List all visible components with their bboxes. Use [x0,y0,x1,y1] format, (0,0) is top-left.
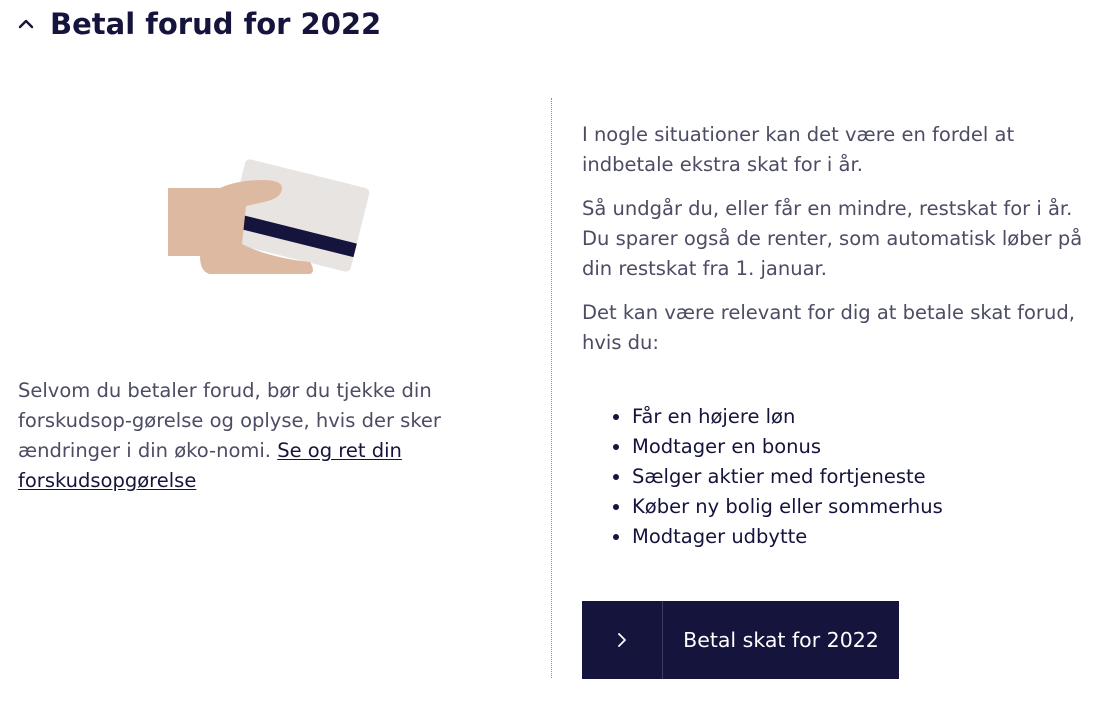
intro-paragraph: I nogle situationer kan det være en fordel at indbetale ekstra skat for i år. [582,123,1015,176]
reasons-list [582,402,943,552]
edit-forecast-link[interactable]: Se og ret din forskudsopgørelse [18,439,402,492]
list-item: • Får en højere løn [632,402,943,432]
right-column [582,120,1092,372]
section-header [0,0,1102,50]
chevron-up-icon[interactable] [14,12,38,36]
list-item: • Modtager en bonus [632,432,943,462]
section-title[interactable]: Betal forud for 2022 [50,7,382,41]
hand-holding-card-icon [160,158,380,288]
left-column [0,98,551,678]
chevron-right-icon [582,601,663,679]
forecast-note-text: Selvom du betaler forud, bør du tjekke din forskudsop-gørelse og oplyse, hvis der sker ændringer i din øko-nomi. [18,379,441,462]
benefit-paragraph: Så undgår du, eller får en mindre, restskat for i år. Du sparer også de renter, som automatisk løber på din restskat fra 1. januar. [582,197,1083,280]
list-item: • Sælger aktier med fortjeneste [632,462,943,492]
list-item: • Modtager udbytte [632,522,943,552]
list-item: • Køber ny bolig eller sommerhus [632,492,943,522]
column-divider [551,98,552,678]
pay-tax-button[interactable] [582,601,899,679]
forecast-note [18,376,538,496]
relevance-paragraph: Det kan være relevant for dig at betale skat forud, hvis du: [582,301,1075,354]
pay-tax-button-label: Betal skat for 2022 [683,628,879,652]
